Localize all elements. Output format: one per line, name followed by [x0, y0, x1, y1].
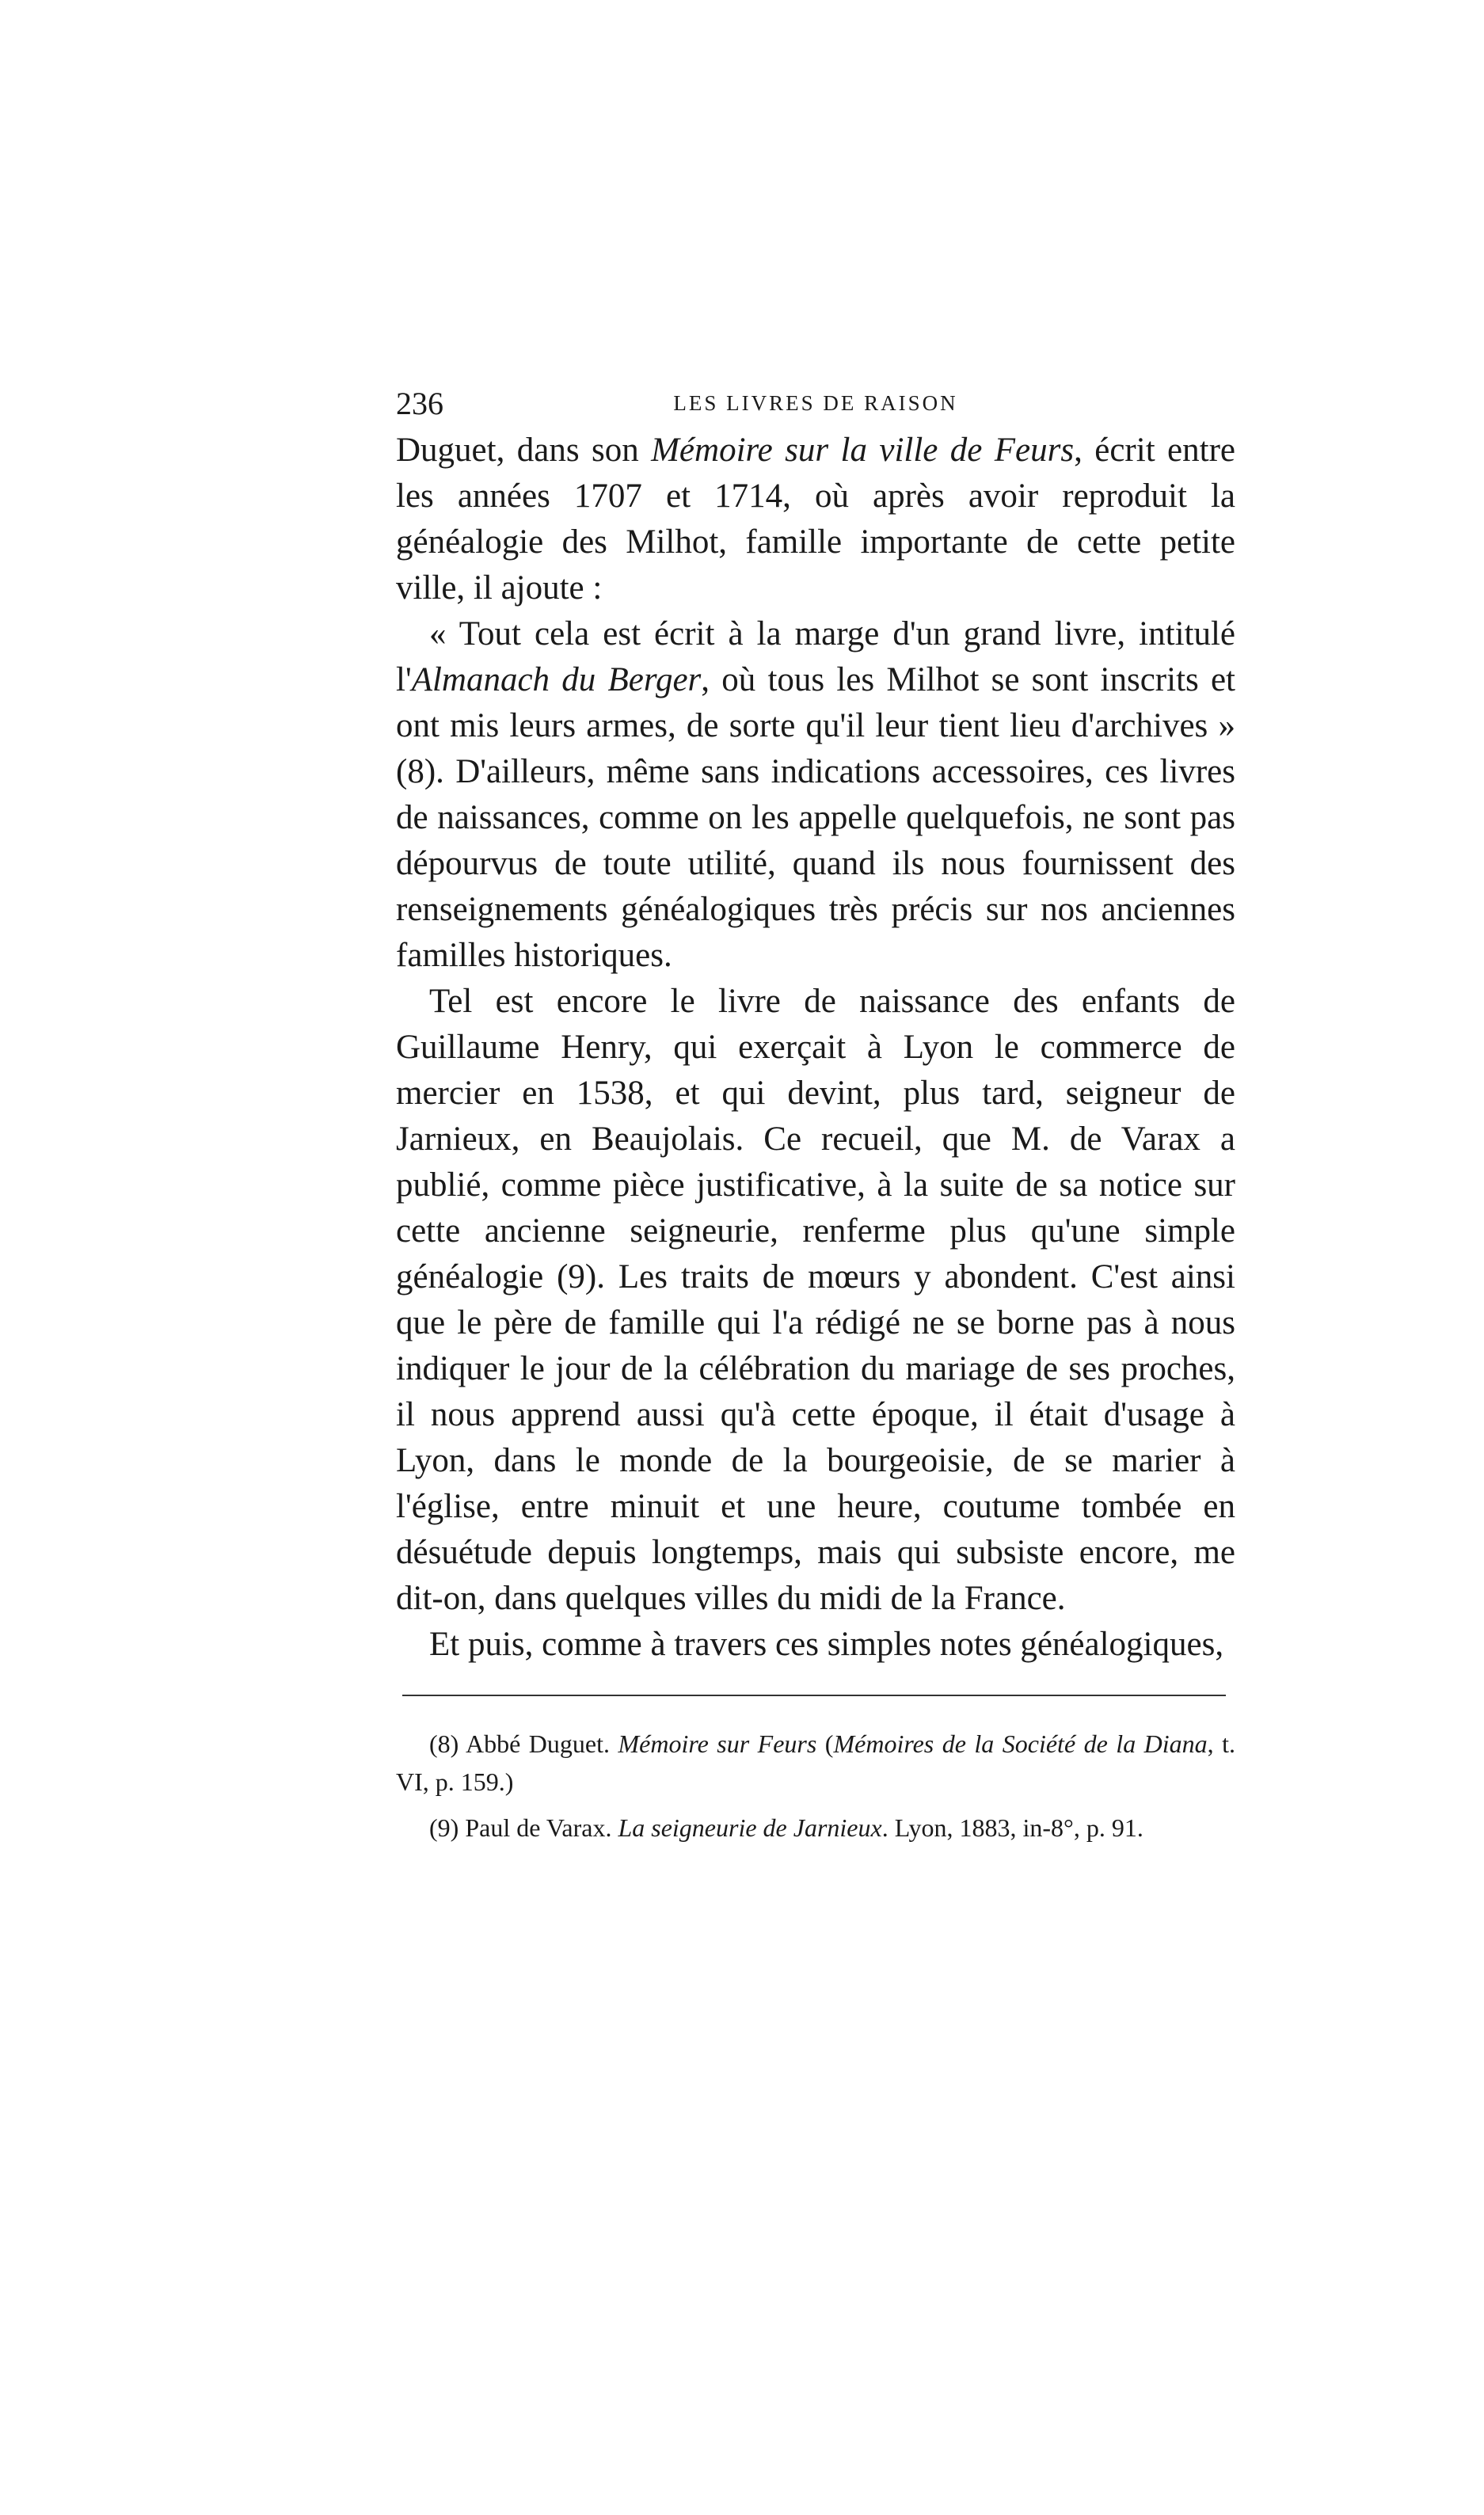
running-title: LES LIVRES DE RAISON: [673, 391, 958, 415]
footnote-8-text-a: (8) Abbé Duguet.: [429, 1729, 618, 1758]
footnote-9-text-a: (9) Paul de Varax.: [429, 1813, 618, 1842]
paragraph-2: [396, 611, 1235, 979]
paragraph-2-text-a: « Tout cela est écrit à la marge d'un grand livre, intitulé l': [396, 615, 1235, 698]
footnote-8-series-italic: Mémoires de la Société de la Diana: [833, 1729, 1208, 1758]
paragraph-2-text-c: , où tous les Milhot se sont inscrits et ont mis leurs armes, de sorte qu'il leur tient lieu d'archives » (8). D'ailleurs, même sans indications accessoires, ces livres de naissances, comme on les appelle quelquefois, ne sont pas dépourvus de toute utilité, quand ils nous fournissent des renseignements généalogiques très précis sur nos anciennes familles historiques.: [396, 661, 1235, 974]
footnote-8-text-c: (: [816, 1729, 834, 1758]
footnote-9: [396, 1809, 1235, 1847]
footnote-9-text-c: . Lyon, 1883, in-8°, p. 91.: [881, 1813, 1143, 1842]
footnote-9-title-italic: La seigneurie de Jarnieux: [618, 1813, 882, 1842]
footnotes: [396, 1725, 1235, 1847]
footnote-divider: [402, 1695, 1226, 1696]
paragraph-1-title-italic: Mémoire sur la ville de Feurs: [651, 432, 1075, 469]
footnote-8-text-e: , t. VI, p. 159.): [396, 1729, 1236, 1796]
page-number: 236: [396, 386, 443, 421]
book-page: [396, 380, 1235, 1855]
paragraph-1: [396, 428, 1235, 611]
paragraph-1-text-c: , écrit entre les années 1707 et 1714, où après avoir reproduit la généalogie des Milhot, famille importante de cette petite ville, il ajoute :: [396, 432, 1235, 607]
body-text: [396, 428, 1235, 1668]
page-header: [396, 380, 1235, 428]
paragraph-1-text-a: Duguet, dans son: [396, 432, 652, 469]
paragraph-3: Tel est encore le livre de naissance des enfants de Guillaume Henry, qui exerçait à Lyon le commerce de mercier en 1538, et qui devint, plus tard, seigneur de Jarnieux, en Beaujolais. Ce recueil, que M. de Varax a publié, comme pièce justificative, à la suite de sa notice sur cette ancienne seigneurie, renferme plus qu'une simple généalogie (9). Les traits de mœurs y abondent. C'est ainsi que le père de famille qui l'a rédigé ne se borne pas à nous indiquer le jour de la célébration du mariage de ses proches, il nous apprend aussi qu'à cette époque, il était d'usage à Lyon, dans le monde de la bourgeoisie, de se marier à l'église, entre minuit et une heure, coutume tombée en désuétude depuis longtemps, mais qui subsiste encore, me dit-on, dans quelques villes du midi de la France.: [396, 983, 1235, 1617]
paragraph-2-title-italic: Almanach du Berger: [411, 661, 702, 698]
paragraph-4: Et puis, comme à travers ces simples notes généalogiques,: [429, 1626, 1224, 1663]
footnote-8: [396, 1725, 1235, 1801]
footnote-8-title-italic: Mémoire sur Feurs: [618, 1729, 817, 1758]
